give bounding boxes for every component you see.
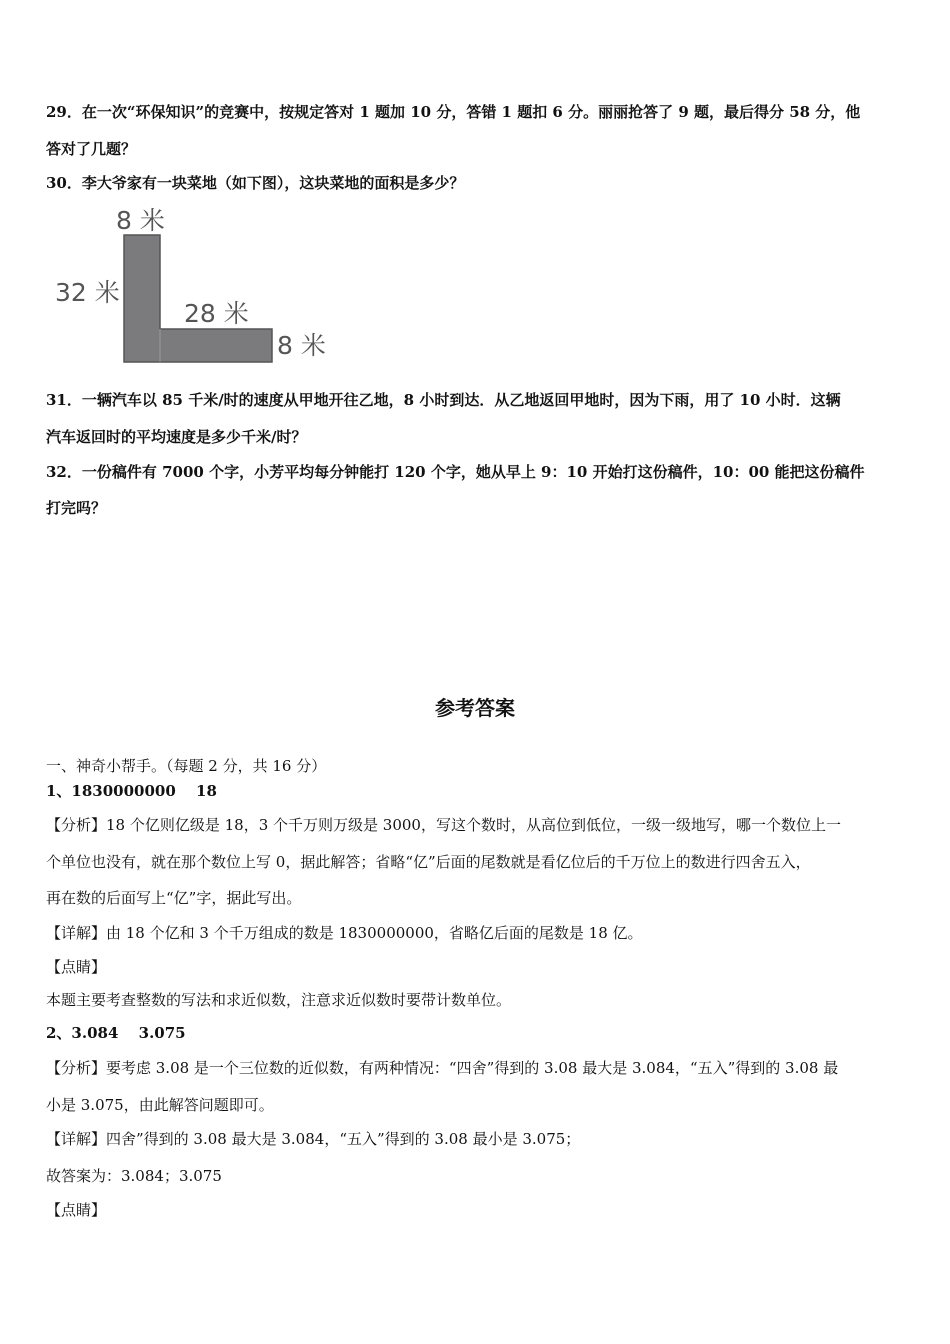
answer-1-comment-label: 【点睛】 xyxy=(46,958,107,976)
right-height-label: 8 米 xyxy=(277,331,326,360)
answer-2-head: 2、3.084 3.075 xyxy=(46,1024,186,1042)
l-shaped-field-figure xyxy=(50,202,340,370)
answer-1-comment: 本题主要考查整数的写法和求近似数，注意求近似数时要带计数单位。 xyxy=(46,991,512,1009)
question-31-line1: 31．一辆汽车以 85 千米/时的速度从甲地开往乙地，8 小时到达．从乙地返回甲地时，因为下雨，用了 10 小时．这辆 xyxy=(46,391,841,409)
answer-2-analysis-cont: 小是 3.075，由此解答问题即可。 xyxy=(46,1096,274,1114)
answer-2-conclusion: 故答案为：3.084；3.075 xyxy=(46,1167,222,1185)
answer-2-analysis: 【分析】要考虑 3.08 是一个三位数的近似数，有两种情况：“四舍”得到的 3.08 最大是 3.084，“五入”得到的 3.08 最 xyxy=(46,1059,839,1077)
question-29-line2: 答对了几题？ xyxy=(46,140,137,158)
top-width-label: 8 米 xyxy=(116,206,165,235)
answer-1-head: 1、1830000000 18 xyxy=(46,782,217,800)
question-32-line1: 32．一份稿件有 7000 个字，小芳平均每分钟能打 120 个字，她从早上 9：10 开始打这份稿件，10：00 能把这份稿件 xyxy=(46,463,865,481)
answer-2-detail: 【详解】四舍”得到的 3.08 最大是 3.084，“五入”得到的 3.08 最小是 3.075； xyxy=(46,1130,581,1148)
left-height-label: 32 米 xyxy=(55,278,120,307)
question-30-line1: 30．李大爷家有一块菜地（如下图），这块菜地的面积是多少？ xyxy=(46,174,465,192)
answer-1-analysis-cont: 再在数的后面写上“亿”字，据此写出。 xyxy=(46,889,302,907)
question-31-line2: 汽车返回时的平均速度是多少千米/时？ xyxy=(46,428,307,446)
answer-1-analysis-cont: 个单位也没有，就在那个数位上写 0，据此解答；省略“亿”后面的尾数就是看亿位后的千万位上的数进行四舍五入， xyxy=(46,853,811,871)
section-1-heading: 一、神奇小帮手。（每题 2 分，共 16 分） xyxy=(46,757,327,775)
question-29-line1: 29．在一次“环保知识”的竞赛中，按规定答对 1 题加 10 分，答错 1 题扣 6 分。丽丽抢答了 9 题，最后得分 58 分，他 xyxy=(46,103,861,121)
answer-1-analysis: 【分析】18 个亿则亿级是 18，3 个千万则万级是 3000，写这个数时，从高位到低位，一级一级地写，哪一个数位上一 xyxy=(46,816,841,834)
answer-1-detail: 【详解】由 18 个亿和 3 个千万组成的数是 1830000000，省略亿后面的尾数是 18 亿。 xyxy=(46,924,643,942)
question-32-line2: 打完吗？ xyxy=(46,499,107,517)
bottom-length-label: 28 米 xyxy=(184,299,249,328)
answers-title: 参考答案 xyxy=(435,696,515,720)
answer-2-comment-label: 【点睛】 xyxy=(46,1201,107,1219)
